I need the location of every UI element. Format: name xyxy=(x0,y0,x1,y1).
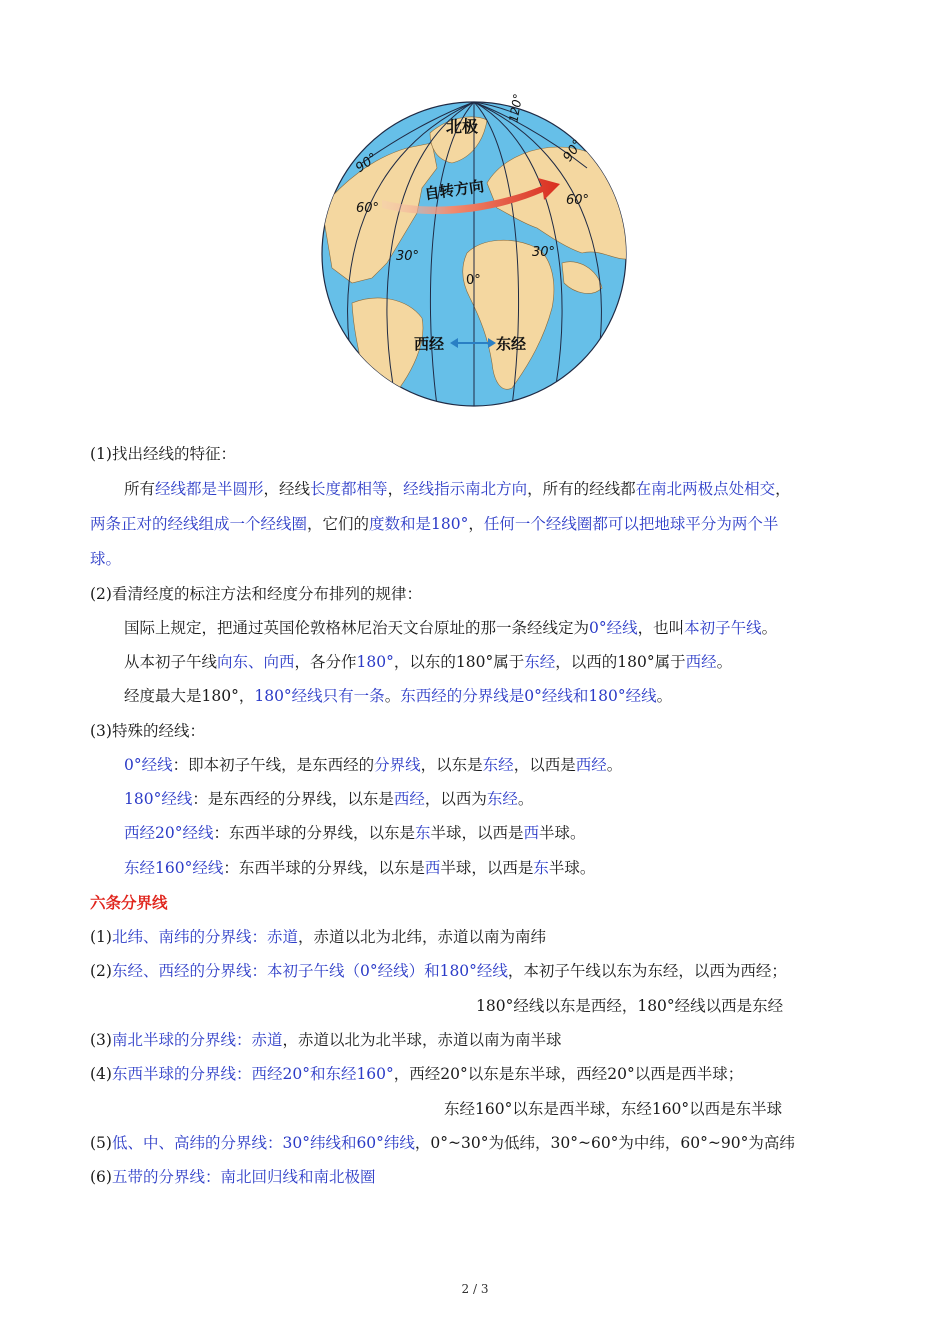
text: (5) xyxy=(90,1134,112,1152)
text: 从本初子午线 xyxy=(124,653,218,671)
text: ，赤道以北为北纬，赤道以南为南纬 xyxy=(297,928,546,946)
text: ，西经20°以东是东半球，西经20°以西是西半球； xyxy=(393,1065,744,1083)
six-item-2-cont: 180°经线以东是西经，180°经线以西是东经 xyxy=(476,997,784,1015)
six-item-3 xyxy=(90,1030,562,1050)
s2-line2 xyxy=(124,652,732,672)
six-item-4 xyxy=(90,1064,743,1084)
highlight: 分界线 xyxy=(374,756,421,774)
deg-30-right-label: 30° xyxy=(532,245,556,260)
six-title: 六条分界线 xyxy=(90,893,168,912)
highlight: 向东、向西 xyxy=(217,653,295,671)
highlight: 东经 xyxy=(482,756,514,774)
text: 半球。 xyxy=(539,824,586,842)
deg-120-label: 120° xyxy=(506,92,526,124)
text: 。 xyxy=(716,653,733,671)
highlight: 经线都是半圆形 xyxy=(155,480,264,498)
highlight: 西经 xyxy=(685,653,717,671)
highlight: 180°经线只有一条 xyxy=(254,687,385,705)
highlight: 东西半球的分界线：西经20°和东经160° xyxy=(111,1065,394,1083)
s2-heading: (2)看清经度的标注方法和经度分布排列的规律： xyxy=(90,585,422,603)
east-label: 东经 xyxy=(496,335,527,353)
highlight: 南北半球的分界线：赤道 xyxy=(111,1031,283,1049)
text: ，以西的180°属于 xyxy=(555,653,686,671)
text: ，本初子午线以东为东经，以西为西经； xyxy=(507,962,787,980)
highlight: 东经 xyxy=(486,790,518,808)
text: ，它们的 xyxy=(307,515,370,533)
text: ，0°~30°为低纬，30°~60°为中纬，60°~90°为高纬 xyxy=(414,1134,795,1152)
text: ，也叫 xyxy=(637,619,685,637)
text: (3) xyxy=(90,1031,112,1049)
text: ，各分作 xyxy=(294,653,357,671)
text: ，所有的经线都 xyxy=(527,480,636,498)
text: 。 xyxy=(761,619,778,637)
highlight: 西 xyxy=(424,859,441,877)
text: ，以西为 xyxy=(424,790,487,808)
north-pole-label: 北极 xyxy=(446,117,479,136)
s3-line3 xyxy=(124,823,586,843)
text: ， xyxy=(468,515,484,533)
text: (1) xyxy=(90,928,112,946)
text: ：东西半球的分界线，以东是 xyxy=(213,824,415,842)
s3-line4 xyxy=(124,858,595,878)
page-number: 2 / 3 xyxy=(461,1282,489,1296)
text: ：东西半球的分界线，以东是 xyxy=(223,859,425,877)
text: 国际上规定，把通过英国伦敦格林尼治天文台原址的那一条经线定为 xyxy=(124,619,590,637)
text: 。 xyxy=(384,687,401,705)
text: ：是东西经的分界线，以东是 xyxy=(192,790,394,808)
deg-60-left-label: 60° xyxy=(356,201,380,216)
text: (4) xyxy=(90,1065,112,1083)
deg-90-left-label: 90° xyxy=(353,150,381,176)
text: ，以东是 xyxy=(420,756,483,774)
text: 半球，以西是 xyxy=(440,859,534,877)
deg-0-label: 0° xyxy=(466,273,481,288)
text: ，赤道以北为北半球，赤道以南为南半球 xyxy=(282,1031,562,1049)
six-item-6 xyxy=(90,1167,375,1187)
text: 。 xyxy=(656,687,673,705)
six-item-1 xyxy=(90,927,546,947)
text: ：即本初子午线，是东西经的 xyxy=(172,756,375,774)
s3-line1 xyxy=(124,755,622,775)
s1-heading: (1)找出经线的特征： xyxy=(90,445,236,463)
text: ，经线 xyxy=(263,480,311,498)
s1-paragraph-line2 xyxy=(90,514,778,534)
highlight: 东经、西经的分界线：本初子午线（0°经线）和180°经线 xyxy=(111,962,508,980)
deg-30-left-label: 30° xyxy=(396,249,420,264)
highlight: 西经 xyxy=(575,756,607,774)
text: ，以东的180°属于 xyxy=(393,653,525,671)
highlight: 东西经的分界线是0°经线和180°经线 xyxy=(400,687,657,705)
highlight: 东经 xyxy=(524,653,556,671)
globe-figure xyxy=(312,88,637,418)
text: 经度最大是180°， xyxy=(124,687,255,705)
text: (6) xyxy=(90,1168,112,1186)
highlight: 东 xyxy=(533,859,549,877)
highlight: 西 xyxy=(523,824,540,842)
s2-line3 xyxy=(124,686,672,706)
highlight: 东经160°经线 xyxy=(124,859,224,877)
highlight: 西经 xyxy=(393,790,425,808)
highlight: 低、中、高纬的分界线：30°纬线和60°纬线 xyxy=(111,1134,415,1152)
text: 半球，以西是 xyxy=(430,824,524,842)
highlight: 0°经线 xyxy=(124,756,173,774)
highlight: 度数和是180° xyxy=(369,515,469,533)
s3-heading: (3)特殊的经线： xyxy=(90,722,205,740)
highlight: 180° xyxy=(356,653,394,671)
globe-svg xyxy=(312,88,637,418)
text: 。 xyxy=(606,756,623,774)
text: ， xyxy=(387,480,404,498)
s1-paragraph-line3: 球。 xyxy=(90,550,122,568)
text: ，以西是 xyxy=(513,756,576,774)
highlight: 两条正对的经线组成一个经线圈 xyxy=(90,515,308,533)
highlight: 西经20°经线 xyxy=(124,824,214,842)
highlight: 经线指示南北方向 xyxy=(403,480,528,498)
west-label: 西经 xyxy=(414,335,445,353)
highlight: 180°经线 xyxy=(124,790,193,808)
six-item-5 xyxy=(90,1133,795,1153)
highlight: 长度都相等 xyxy=(310,480,388,498)
text: 所有 xyxy=(124,480,156,498)
highlight: 本初子午线 xyxy=(684,619,762,637)
highlight: 北纬、南纬的分界线：赤道 xyxy=(111,928,298,946)
deg-60-right-label: 60° xyxy=(566,193,590,208)
highlight: 东 xyxy=(415,824,431,842)
highlight: 0°经线 xyxy=(589,619,638,637)
s3-line2 xyxy=(124,789,533,809)
text: 。 xyxy=(517,790,534,808)
rotation-label: 自转方向 xyxy=(423,177,486,204)
deg-90-right-label: 90° xyxy=(560,137,586,165)
highlight: 任何一个经线圈都可以把地球平分为两个半 xyxy=(483,515,779,533)
text: (2) xyxy=(90,962,112,980)
text: 半球。 xyxy=(548,859,596,877)
six-item-4-cont: 东经160°以东是西半球，东经160°以西是东半球 xyxy=(444,1100,783,1118)
six-item-2 xyxy=(90,961,787,981)
highlight: 在南北两极点处相交 xyxy=(635,480,776,498)
text: ， xyxy=(775,480,791,498)
s2-line1 xyxy=(124,618,777,638)
s1-paragraph-line1 xyxy=(124,479,791,499)
highlight: 五带的分界线：南北回归线和南北极圈 xyxy=(111,1168,376,1186)
